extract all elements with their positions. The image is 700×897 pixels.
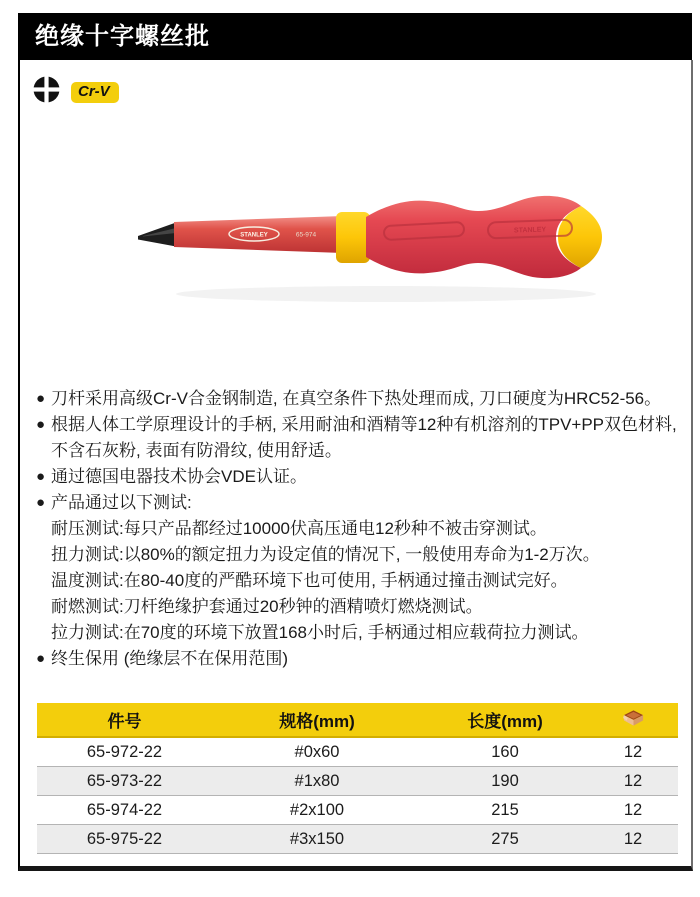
- cell-part-number: 65-975-22: [37, 825, 212, 854]
- table-header-row: [37, 703, 678, 737]
- handle-brand-emboss: STANLEY: [513, 226, 547, 235]
- feature-item: [36, 412, 684, 464]
- cell-pack-qty: 12: [588, 767, 678, 796]
- header-part-number: 件号: [37, 703, 212, 737]
- cell-part-number: 65-972-22: [37, 737, 212, 767]
- crv-badge: Cr-V: [71, 82, 119, 103]
- feature-item: [36, 386, 684, 412]
- header-pack-qty: [588, 703, 678, 737]
- content-panel: [18, 60, 693, 871]
- feature-text: 产品通过以下测试:: [51, 493, 192, 512]
- cell-part-number: 65-973-22: [37, 767, 212, 796]
- product-image: [136, 186, 606, 311]
- table-row: [37, 796, 678, 825]
- badge-row: [33, 76, 119, 108]
- feature-list: [36, 386, 684, 672]
- cell-spec: #0x60: [212, 737, 422, 767]
- feature-subline-text: 耐燃测试:刀杆绝缘护套通过20秒钟的酒精喷灯燃烧测试。: [51, 597, 483, 616]
- phillips-cross-icon: [33, 76, 60, 108]
- cell-length: 190: [422, 767, 588, 796]
- feature-subline: [36, 516, 684, 542]
- feature-text: 根据人体工学原理设计的手柄, 采用耐油和酒精等12种有机溶剂的TPV+PP双色材料, 不含石灰粉, 表面有防滑纹, 使用舒适。: [51, 415, 677, 460]
- feature-item: [36, 490, 684, 516]
- cell-pack-qty: 12: [588, 825, 678, 854]
- feature-subline-text: 温度测试:在80-40度的严酷环境下也可使用, 手柄通过撞击测试完好。: [51, 571, 568, 590]
- table-row: [37, 737, 678, 767]
- feature-text: 通过德国电器技术协会VDE认证。: [51, 467, 307, 486]
- parts-table: [37, 703, 678, 854]
- feature-subline: [36, 568, 684, 594]
- feature-text: 终生保用 (绝缘层不在保用范围): [51, 649, 289, 668]
- header-length: 长度(mm): [422, 703, 588, 737]
- feature-text: 刀杆采用高级Cr-V合金钢制造, 在真空条件下热处理而成, 刀口硬度为HRC52-56。: [51, 389, 662, 408]
- bullet-dot: ●: [36, 416, 46, 433]
- cell-length: 215: [422, 796, 588, 825]
- feature-subline: [36, 620, 684, 646]
- cell-spec: #3x150: [212, 825, 422, 854]
- shaft-brand-text: STANLEY: [240, 232, 268, 239]
- shaft-model-text: 65-974: [295, 231, 317, 239]
- header-spec: 规格(mm): [212, 703, 422, 737]
- feature-subline-text: 耐压测试:每只产品都经过10000伏高压通电12秒种不被击穿测试。: [51, 519, 547, 538]
- bullet-dot: ●: [36, 650, 46, 667]
- table-row: [37, 825, 678, 854]
- cell-pack-qty: 12: [588, 796, 678, 825]
- bullet-dot: ●: [36, 468, 46, 485]
- table-row: [37, 767, 678, 796]
- yellow-collar: [336, 212, 370, 263]
- cell-length: 160: [422, 737, 588, 767]
- feature-item: [36, 464, 684, 490]
- cell-length: 275: [422, 825, 588, 854]
- feature-item: [36, 646, 684, 672]
- page-title: 绝缘十字螺丝批: [18, 13, 692, 60]
- cell-spec: #2x100: [212, 796, 422, 825]
- feature-subline: [36, 594, 684, 620]
- cell-pack-qty: 12: [588, 737, 678, 767]
- feature-subline-text: 扭力测试:以80%的额定扭力为设定值的情况下, 一般使用寿命为1-2万次。: [51, 545, 600, 564]
- cell-part-number: 65-974-22: [37, 796, 212, 825]
- screwdriver-illustration: [136, 186, 606, 311]
- feature-subline-text: 拉力测试:在70度的环境下放置168小时后, 手柄通过相应载荷拉力测试。: [51, 623, 589, 642]
- feature-subline: [36, 542, 684, 568]
- package-icon: [622, 712, 645, 731]
- cell-spec: #1x80: [212, 767, 422, 796]
- bullet-dot: ●: [36, 390, 46, 407]
- bullet-dot: ●: [36, 494, 46, 511]
